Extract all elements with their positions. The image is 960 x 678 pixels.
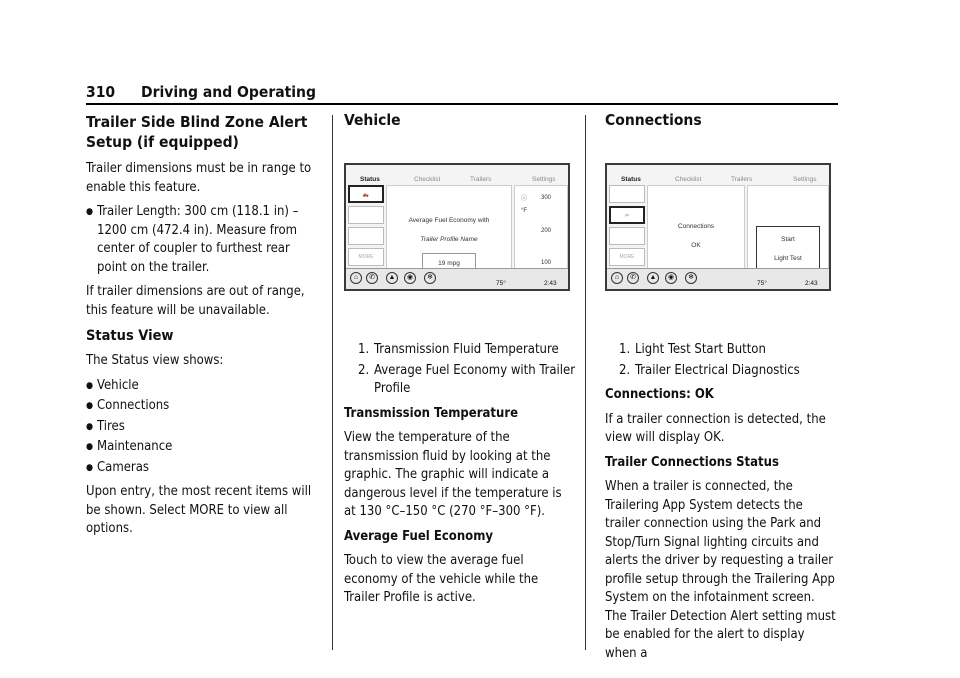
side-more-button[interactable]: MORE	[348, 248, 384, 266]
tab-status[interactable]: Status	[360, 176, 380, 183]
connections-heading: Connections	[605, 111, 702, 129]
home-icon[interactable]: ⌂	[350, 272, 362, 284]
side-connections[interactable]: ⇄	[609, 206, 645, 224]
side-vehicle[interactable]: 🛻	[348, 185, 384, 203]
climate-icon[interactable]: ❄	[685, 272, 697, 284]
connections-label: Connections	[677, 223, 715, 230]
tab-trailers[interactable]: Trailers	[731, 176, 753, 183]
header-rule	[86, 103, 838, 105]
callout-list	[605, 341, 839, 380]
app-icon[interactable]: ◉	[665, 272, 677, 284]
list-item: ● Trailer Length: 300 cm (118.1 in) – 1200 cm (472.4 in). Measure from center of coupler to furthest rear point on the trailer.	[86, 203, 312, 277]
fuel-economy-panel[interactable]	[386, 185, 512, 269]
fuel-value: 19 mpg	[422, 253, 476, 276]
tab-status[interactable]: Status	[621, 176, 641, 183]
list-item: 1. Transmission Fluid Temperature	[358, 342, 559, 357]
connections-status-heading: Trailer Connections Status	[605, 454, 779, 470]
callout-list	[344, 341, 576, 399]
page-number: 310	[86, 83, 116, 101]
paragraph: Trailer dimensions must be in range to enable this feature.	[86, 161, 312, 195]
list-item: ● Maintenance	[86, 438, 312, 457]
tab-bar	[607, 165, 829, 183]
tab-settings[interactable]: Settings	[793, 176, 817, 183]
temperature: 75°	[757, 280, 767, 287]
status-bar	[346, 268, 568, 289]
trans-temp-gauge	[514, 185, 568, 269]
column-1	[86, 112, 312, 545]
status-list	[86, 377, 312, 478]
home-icon[interactable]: ⌂	[611, 272, 623, 284]
status-bar	[607, 268, 829, 289]
paragraph: Upon entry, the most recent items will be shown. Select MORE to view all options.	[86, 484, 312, 536]
section-title: Driving and Operating	[141, 83, 316, 101]
paragraph: Touch to view the average fuel economy of the vehicle while the Trailer Profile is active.	[344, 553, 539, 605]
blind-zone-heading: Trailer Side Blind Zone Alert Setup (if equipped)	[86, 113, 308, 151]
side-more-button[interactable]: MORE	[609, 248, 645, 266]
start-light-test-button[interactable]: Start Light Test	[756, 226, 820, 273]
status-view-heading: Status View	[86, 328, 174, 344]
phone-icon[interactable]: ✆	[366, 272, 378, 284]
trans-temp-heading: Transmission Temperature	[344, 405, 519, 421]
clock: 2:43	[805, 280, 818, 287]
fuel-label: Average Fuel Economy with	[408, 217, 490, 224]
column-divider	[585, 115, 586, 650]
connections-status: OK	[691, 241, 701, 249]
paragraph: The Status view shows:	[86, 353, 224, 368]
list-item: 1. Light Test Start Button	[619, 342, 766, 357]
avg-fuel-heading: Average Fuel Economy	[344, 528, 493, 544]
climate-icon[interactable]: ❄	[424, 272, 436, 284]
warning-icon: ⓘ	[521, 196, 528, 202]
connections-ok-heading: Connections: OK	[605, 387, 714, 402]
side-connections[interactable]	[348, 206, 384, 224]
tab-settings[interactable]: Settings	[532, 176, 556, 183]
list-item: ● Connections	[86, 397, 312, 416]
list-item: ● Cameras	[86, 459, 312, 478]
paragraph: View the temperature of the transmission fluid by looking at the graphic. The graphic will indicate a dangerous level if the temperature is at 130 °C–150 °C (270 °F–300 °F).	[344, 430, 562, 519]
side-vehicle[interactable]	[609, 185, 645, 203]
bullet-list	[86, 203, 312, 277]
clock: 2:43	[544, 280, 557, 287]
paragraph: When a trailer is connected, the Trailering App System detects the trailer connection using the Park and Stop/Turn Signal lighting circuits and alerts the driver by requesting a trailer profile setup through the Trailering App System on the infotainment screen. The Trailer Detection Alert setting must be enabled for the alert to display when a	[605, 479, 836, 661]
temperature: 75°	[496, 280, 506, 287]
connections-panel[interactable]	[647, 185, 745, 269]
tab-checklist[interactable]: Checklist	[414, 176, 441, 183]
vehicle-heading: Vehicle	[344, 111, 401, 129]
column-divider	[332, 115, 333, 650]
list-item: 2. Average Fuel Economy with Trailer Profile	[358, 362, 576, 396]
tab-checklist[interactable]: Checklist	[675, 176, 702, 183]
tab-bar	[346, 165, 568, 183]
list-item: 2. Trailer Electrical Diagnostics	[619, 362, 800, 378]
column-2	[344, 110, 576, 614]
fuel-sublabel: Trailer Profile Name	[420, 235, 478, 243]
side-tires[interactable]	[348, 227, 384, 245]
side-tires[interactable]	[609, 227, 645, 245]
list-item: ● Tires	[86, 418, 312, 437]
gauge-tick: 300	[541, 195, 552, 201]
paragraph: If trailer dimensions are out of range, this feature will be unavailable.	[86, 284, 305, 318]
gauge-tick: 100	[541, 260, 552, 266]
nav-icon[interactable]: ▲	[647, 272, 659, 284]
page-header	[86, 83, 838, 105]
gauge-tick: 200	[541, 228, 552, 234]
vehicle-screen	[344, 163, 570, 291]
gauge-unit: °F	[521, 208, 528, 214]
light-test-panel	[747, 185, 829, 269]
phone-icon[interactable]: ✆	[627, 272, 639, 284]
connections-screen	[605, 163, 831, 291]
nav-icon[interactable]: ▲	[386, 272, 398, 284]
column-3	[605, 110, 839, 669]
list-item: ● Vehicle	[86, 377, 312, 396]
app-icon[interactable]: ◉	[404, 272, 416, 284]
paragraph: If a trailer connection is detected, the view will display OK.	[605, 411, 826, 445]
tab-trailers[interactable]: Trailers	[470, 176, 492, 183]
